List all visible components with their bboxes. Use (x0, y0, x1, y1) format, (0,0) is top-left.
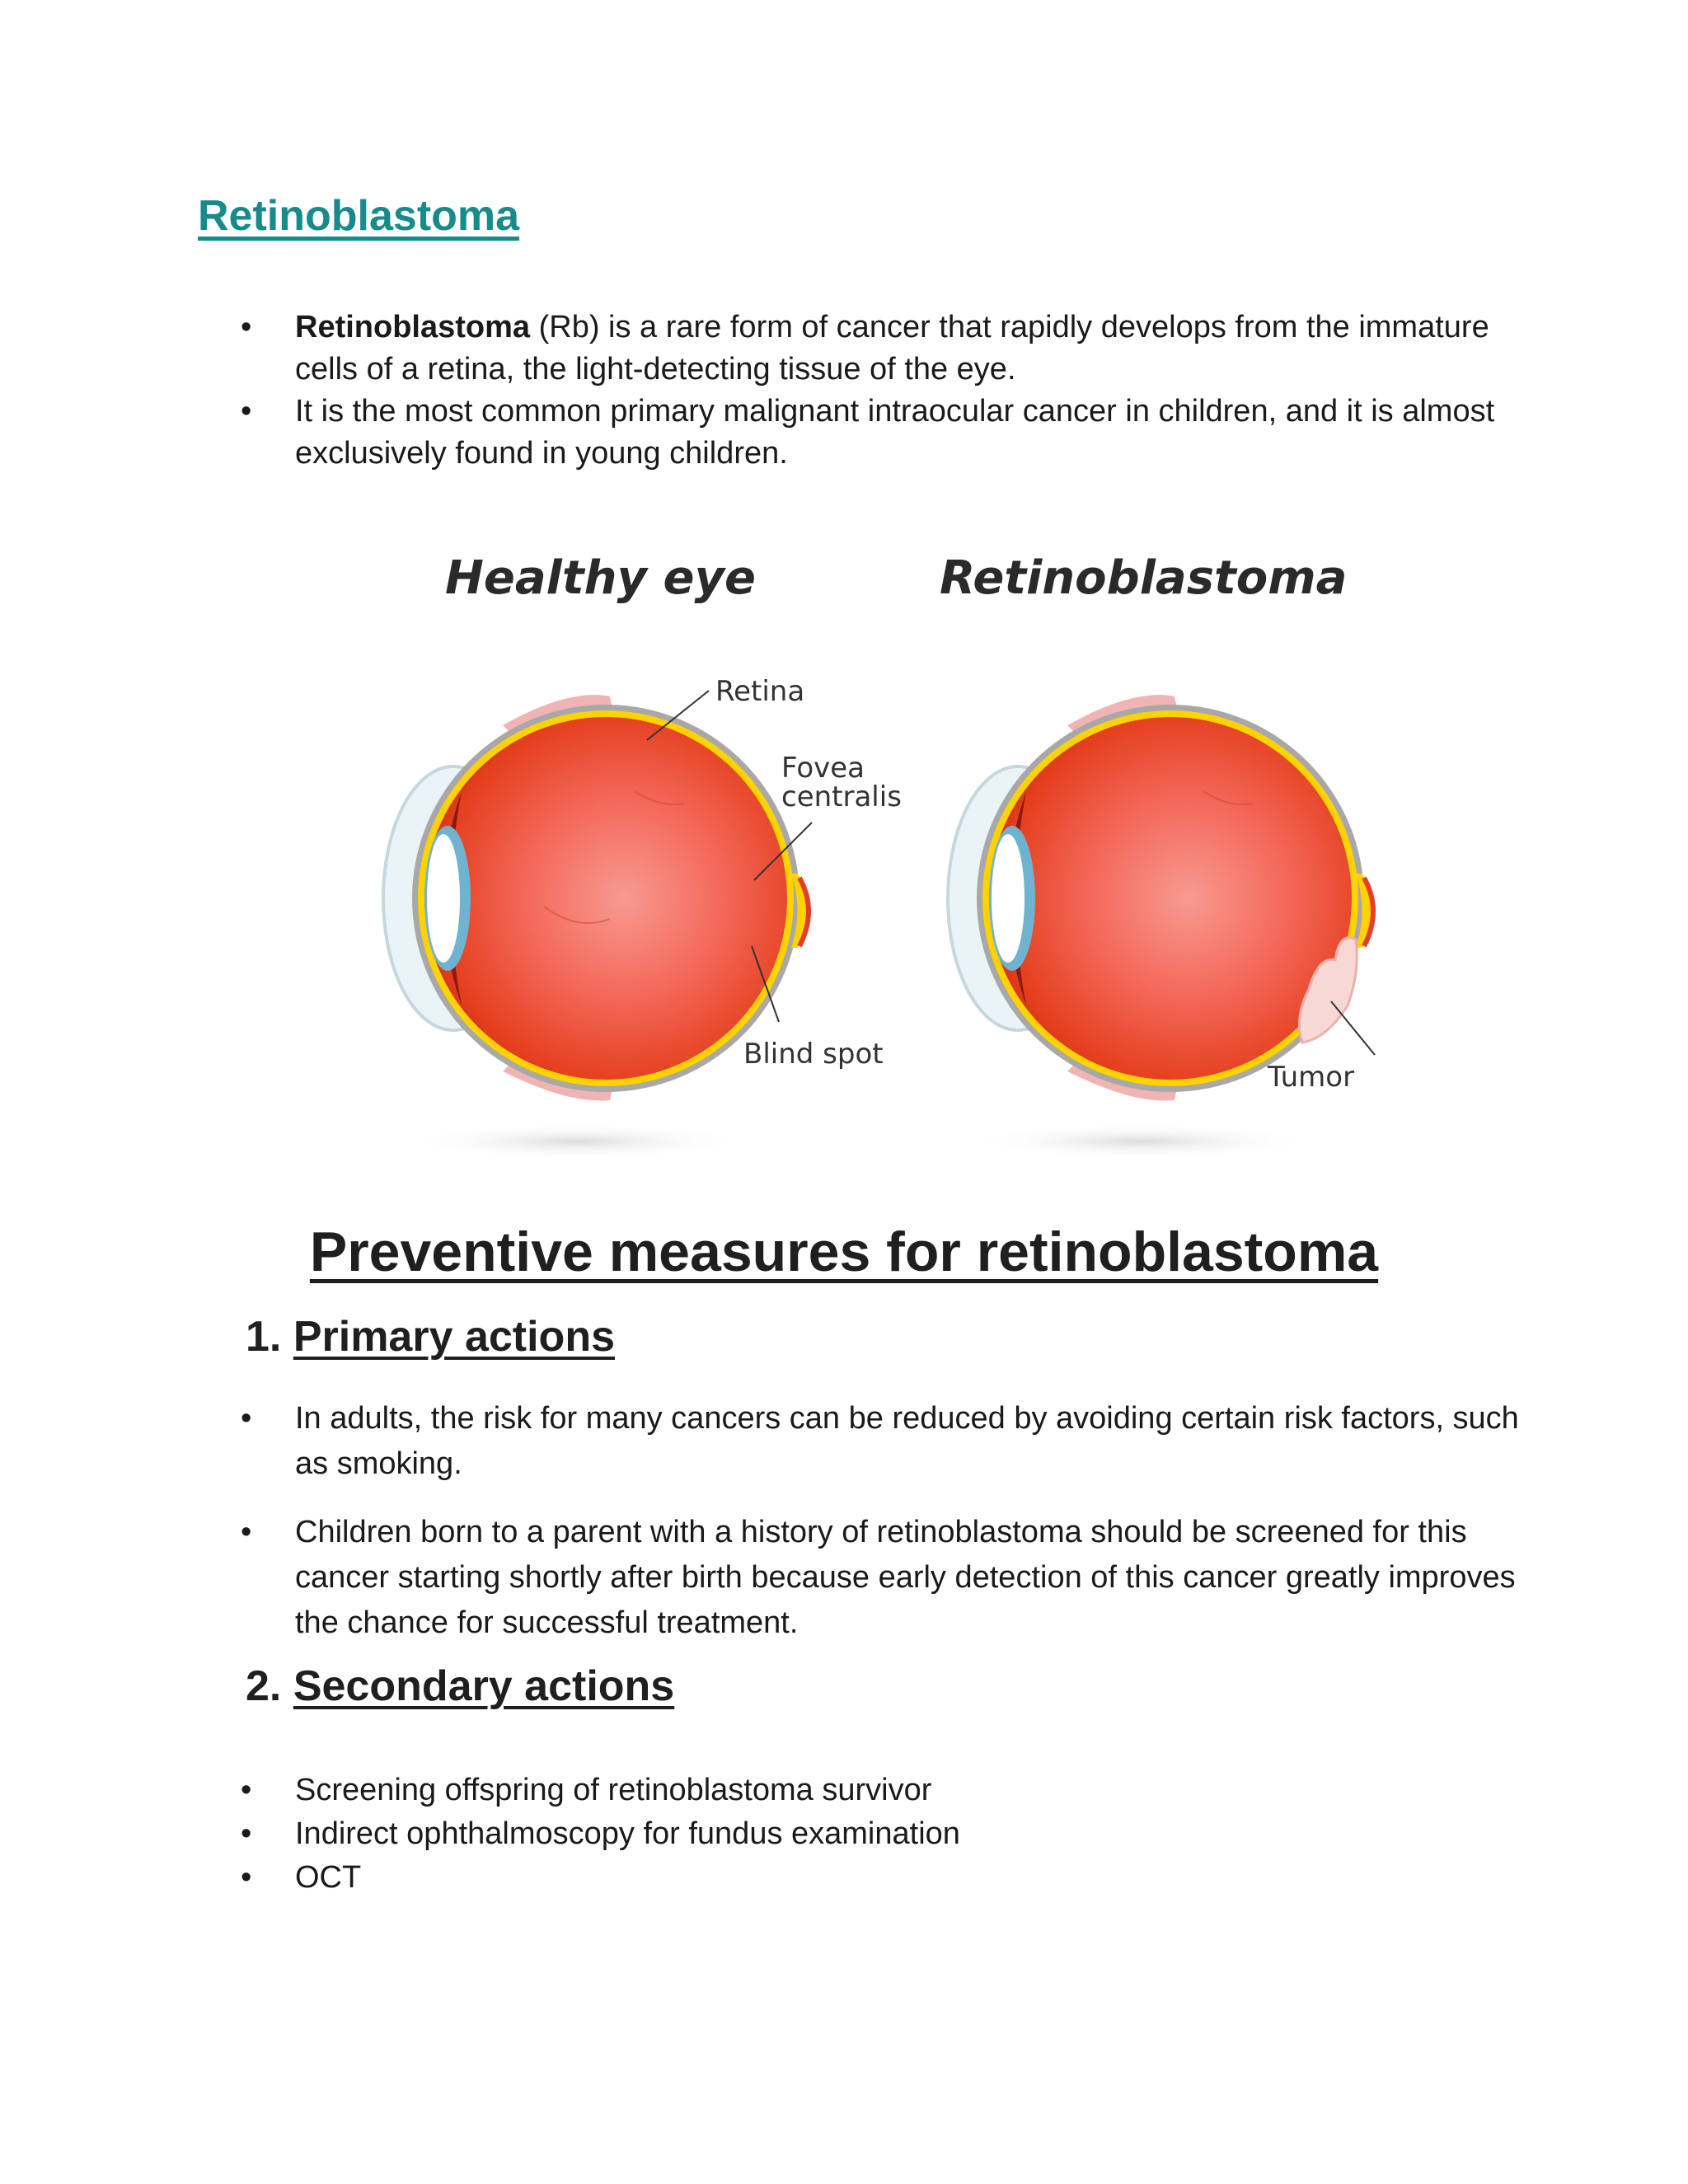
label-blind-spot: Blind spot (743, 1038, 884, 1071)
secondary-actions-heading: 2. Secondary actions (246, 1662, 675, 1710)
list-item (198, 307, 1500, 391)
label-retina: Retina (715, 675, 805, 708)
primary-actions-heading: 1. Primary actions (246, 1313, 616, 1361)
intro-list (198, 307, 1500, 475)
list-item: • It is the most common primary malignant intraocular cancer in children, and it is almost exclusively found in young children. (198, 391, 1500, 475)
eye-illustration (363, 544, 1385, 1179)
list-item: • Children born to a parent with a history of retinoblastoma should be screened for this cancer starting shortly after birth because early detection of this cancer greatly improves the chance for successful treatment. (198, 1510, 1533, 1646)
term-bold: Retinoblastoma (295, 310, 531, 344)
healthy-eye-drawing (383, 695, 809, 1160)
list-item: • OCT (198, 1856, 1533, 1900)
retinoblastoma-eye-title: Retinoblastoma (940, 551, 1348, 605)
label-tumor: Tumor (1268, 1061, 1355, 1094)
secondary-actions-list (198, 1769, 1533, 1900)
label-fovea-centralis: centralis (781, 780, 902, 813)
healthy-eye-title: Healthy eye (445, 551, 756, 605)
page-title[interactable]: Retinoblastoma (198, 192, 520, 240)
list-item: • Indirect ophthalmoscopy for fundus examination (198, 1812, 1533, 1856)
preventive-heading: Preventive measures for retinoblastoma (309, 1221, 1379, 1283)
eye-comparison-figure (363, 544, 1385, 1179)
label-fovea: Fovea (781, 752, 865, 785)
list-item: • Screening offspring of retinoblastoma survivor (198, 1769, 1533, 1812)
primary-actions-list (198, 1396, 1533, 1669)
definition-text: (Rb) is a rare form of cancer that rapidly develops from the immature cells of a retina, the light-detecting tissue of the eye. (295, 310, 1489, 387)
list-item: • In adults, the risk for many cancers can be reduced by avoiding certain risk factors, such as smoking. (198, 1396, 1533, 1487)
